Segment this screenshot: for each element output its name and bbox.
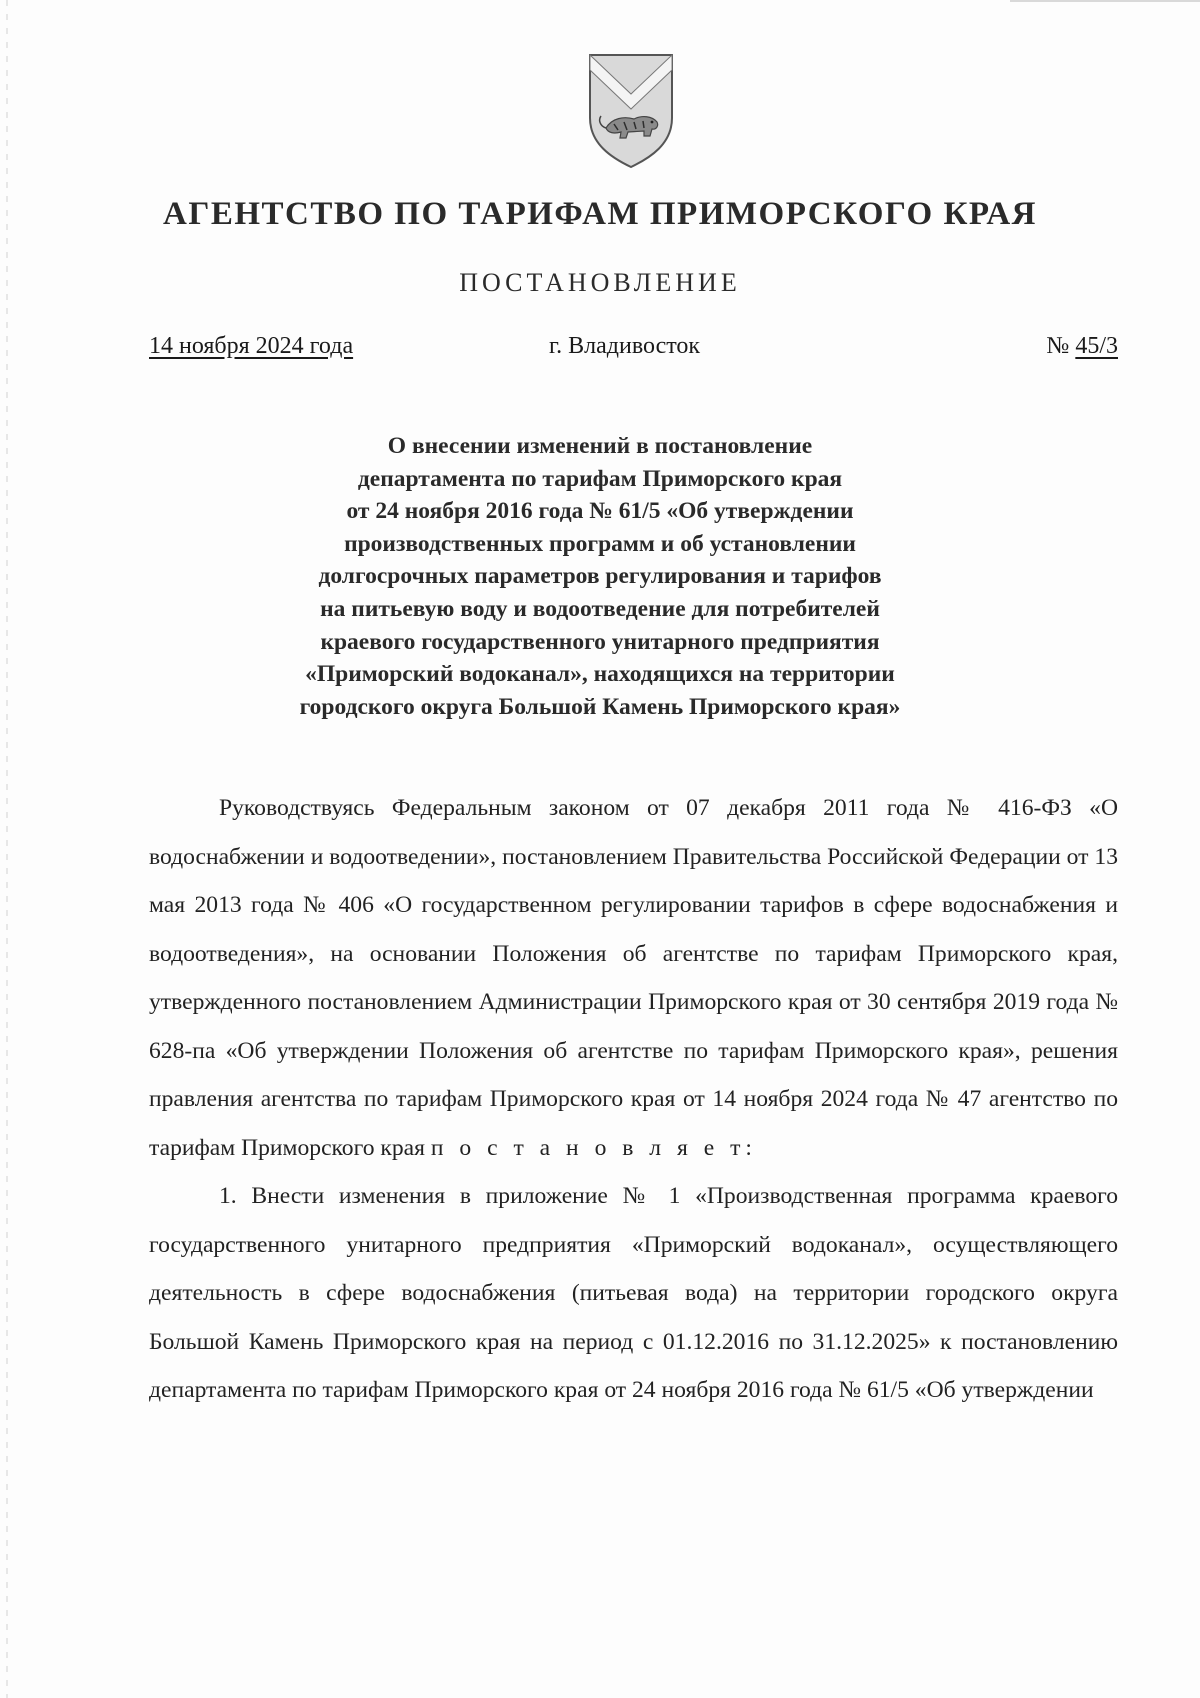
document-date: 14 ноября 2024 года [149, 333, 354, 359]
body-paragraph-item-1 [149, 1172, 1118, 1415]
document-type: ПОСТАНОВЛЕНИЕ [459, 268, 741, 297]
item-1-text: 1. Внести изменения в приложение № 1 «Производственная программа краевого государственного унитарного предприятия «Приморский водоканал», осуществляющего деятельность в сфере водоснабжения (питьевая вода) на территории городского округа Большой Камень Приморского края на период с 01.12.2016 по 31.12.2025» к постановлению департамента по тарифам Приморского края от 24 ноября 2016 года № 61/5 «Об утверждении [149, 1183, 1118, 1403]
subject-line: «Приморский водоканал», находящихся на территории [305, 661, 895, 688]
agency-title: АГЕНТСТВО ПО ТАРИФАМ ПРИМОРСКОГО КРАЯ [163, 196, 1037, 232]
document-number [1046, 333, 1118, 360]
document-city: г. Владивосток [549, 333, 701, 359]
subject-line: долгосрочных параметров регулирования и тарифов [318, 563, 882, 590]
scan-edge-artifact-top [1010, 0, 1200, 2]
subject-line: на питьевую воду и водоотведение для потребителей [320, 595, 880, 622]
body-paragraph-preamble [149, 784, 1118, 1172]
scan-edge-artifact [6, 0, 8, 1698]
primorsky-krai-coat-of-arms-icon [586, 52, 676, 170]
document-body [149, 784, 1118, 1415]
subject-line: департамента по тарифам Приморского края [357, 465, 843, 492]
preamble-text: Руководствуясь Федеральным законом от 07 декабря 2011 года № 416-ФЗ «О водоснабжении и водоотведении», постановлением Правительства Российской Федерации от 13 мая 2013 года № 406 «О государственном регулировании тарифов в сфере водоснабжения и водоотведения», на основании Положения об агентстве по тарифам Приморского края, утвержденного постановлением Администрации Приморского края от 30 сентября 2019 года № 628-па «Об утверждении Положения об агентстве по тарифам Приморского края», решения правления агентства по тарифам Приморского края от 14 ноября 2024 года № 47 агентство по тарифам Приморского края [149, 795, 1118, 1161]
subject-line: городского округа Большой Камень Приморского края» [299, 693, 901, 720]
document-meta-row [149, 333, 1118, 367]
subject-line: от 24 ноября 2016 года № 61/5 «Об утверждении [346, 498, 854, 525]
subject-line: производственных программ и об установлении [344, 530, 856, 557]
document-number-prefix: № [1046, 333, 1070, 359]
subject-line: краевого государственного унитарного предприятия [320, 628, 880, 655]
document-subject [200, 430, 1000, 723]
resolves-word: п о с т а н о в л я е т: [430, 1134, 757, 1161]
document-number-value: 45/3 [1075, 333, 1118, 359]
subject-line: О внесении изменений в постановление [387, 433, 813, 459]
